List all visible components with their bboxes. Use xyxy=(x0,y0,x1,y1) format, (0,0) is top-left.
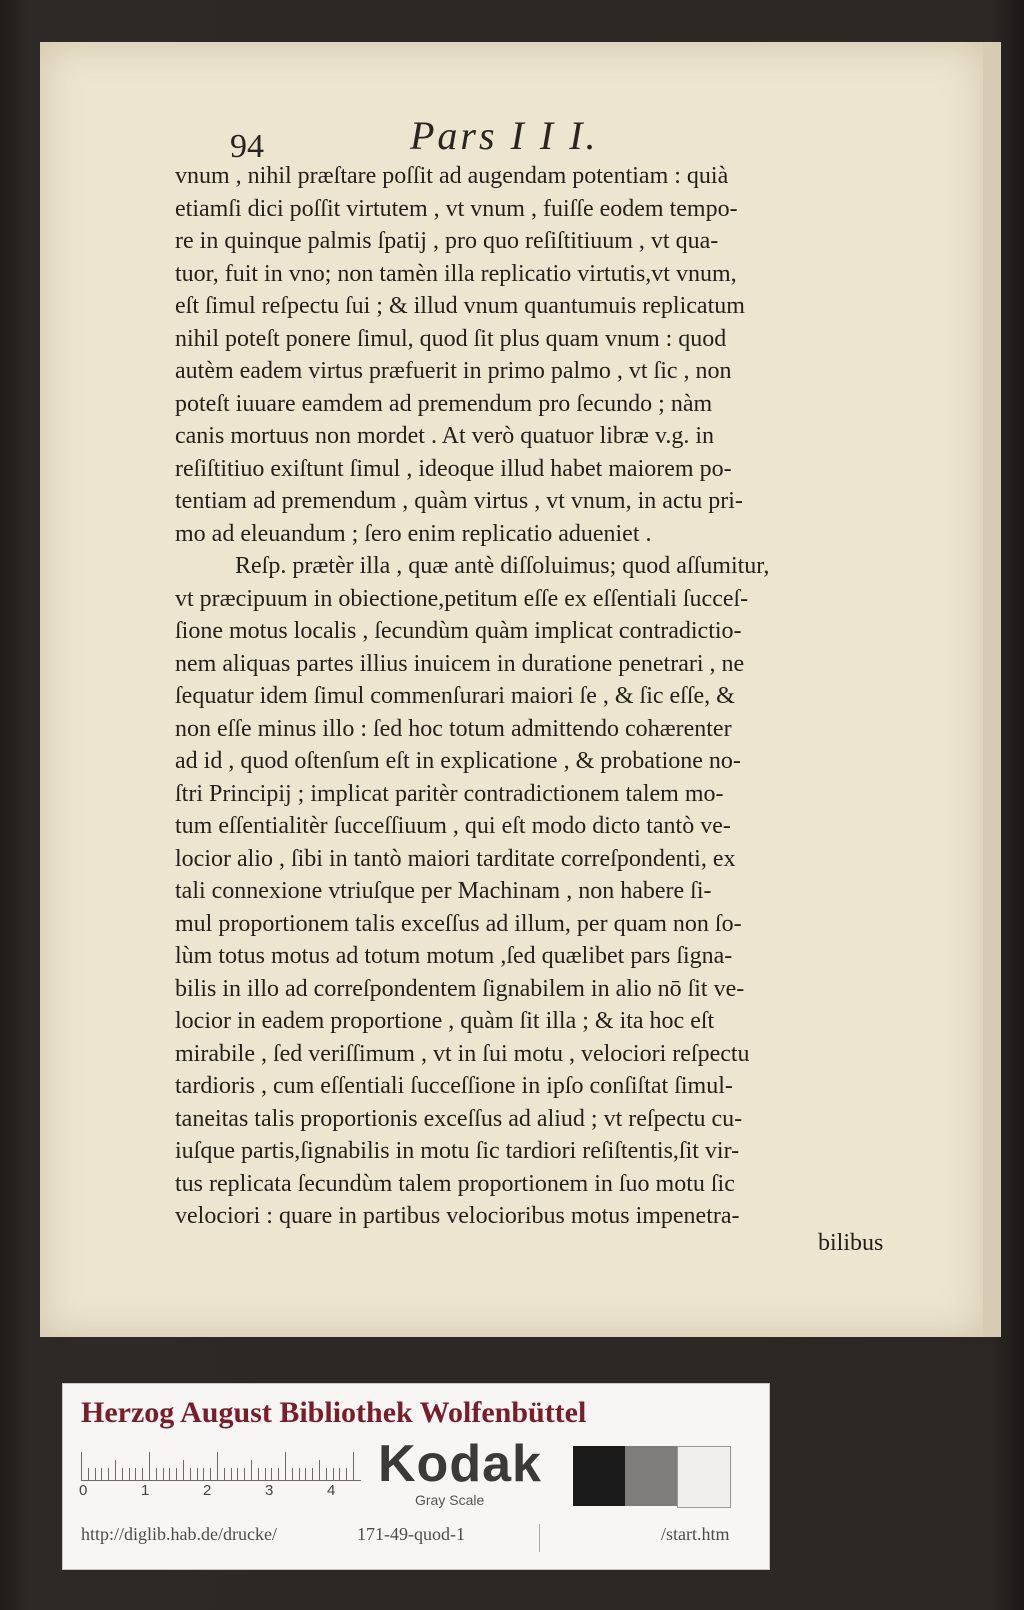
text-line: nihil poteſt ponere ſimul, quod ſit plus quam vnum : quod xyxy=(175,325,727,352)
text-line: tuor, fuit in vno; non tamèn illa replicatio virtutis,vt vnum, xyxy=(175,260,737,287)
ruler-tick xyxy=(326,1468,327,1480)
text-line: vt præcipuum in obiectione,petitum eſſe ex eſſentiali ſucceſ- xyxy=(175,585,749,612)
ruler-tick xyxy=(101,1468,102,1480)
text-line: locior alio , ſibi in tantò maiori tarditate correſpondenti, ex xyxy=(175,845,736,872)
ruler-tick xyxy=(156,1468,157,1480)
black-swatch xyxy=(573,1446,625,1506)
ruler-tick xyxy=(197,1468,198,1480)
ruler-tick xyxy=(81,1452,82,1480)
ruler-tick xyxy=(183,1460,184,1480)
text-line: tus replicata ſecundùm talem proportionem in ſuo motu ſic xyxy=(175,1170,735,1197)
text-line: ſtri Principij ; implicat paritèr contradictionem talem mo- xyxy=(175,780,724,807)
text-line: mul proportionem talis exceſſus ad illum, per quam non ſo- xyxy=(175,910,742,937)
ruler-tick xyxy=(88,1468,89,1480)
library-title: Herzog August Bibliothek Wolfenbüttel xyxy=(81,1396,587,1429)
text-line: taneitas talis proportionis exceſſus ad aliud ; vt reſpectu cu- xyxy=(175,1105,743,1132)
text-line: re in quinque palmis ſpatij , pro quo reſiſtitiuum , vt qua- xyxy=(175,228,719,254)
ruler-tick xyxy=(129,1468,130,1480)
text-line: nem aliquas partes illius inuicem in duratione penetrari , ne xyxy=(175,650,745,677)
ruler-tick xyxy=(231,1468,232,1480)
white-swatch xyxy=(677,1446,731,1508)
ruler-tick xyxy=(312,1468,313,1480)
text-line: tardioris , cum eſſentiali ſucceſſione in ipſo conſiſtat ſimul- xyxy=(175,1073,733,1099)
ruler-labels xyxy=(81,1482,381,1506)
ruler-tick xyxy=(346,1468,347,1480)
text-line: Reſp. prætèr illa , quæ antè diſſoluimus; quod aſſumitur, xyxy=(235,553,770,579)
ruler-tick xyxy=(333,1468,334,1480)
ruler-tick xyxy=(319,1460,320,1480)
ruler-tick xyxy=(217,1452,218,1480)
ruler-tick xyxy=(285,1452,286,1480)
url-id: 171-49-quod-1 xyxy=(357,1524,465,1544)
text-line: tentiam ad premendum , quàm virtus , vt vnum, in actu pri- xyxy=(175,488,743,514)
text-line: eſt ſimul reſpectu ſui ; & illud vnum quantumuis replicatum xyxy=(175,293,745,319)
ruler-tick xyxy=(237,1468,238,1480)
ruler-tick xyxy=(299,1468,300,1480)
ruler-tick xyxy=(244,1468,245,1480)
ruler-tick xyxy=(169,1468,170,1480)
ruler-tick xyxy=(190,1468,191,1480)
ruler-tick xyxy=(122,1468,123,1480)
body-text xyxy=(175,160,960,1233)
text-line: reſiſtitiuo exiſtunt ſimul , ideoque illud habet maiorem po- xyxy=(175,455,732,482)
page-edge xyxy=(983,42,1001,1337)
ruler-label: 4 xyxy=(327,1482,336,1499)
text-line: vnum , nihil præſtare poſſit ad augendam potentiam : quià xyxy=(175,163,729,189)
ruler-tick xyxy=(265,1468,266,1480)
ruler-tick xyxy=(292,1468,293,1480)
text-line: lùm totus motus ad totum motum ,ſed quælibet pars ſigna- xyxy=(175,943,733,969)
text-line: mo ad eleuandum ; ſero enim replicatio adueniet . xyxy=(175,520,652,547)
text-line: ſequatur idem ſimul commenſurari maiori ſe , & ſic eſſe, & xyxy=(175,683,735,709)
url-divider xyxy=(539,1524,540,1552)
ruler-tick xyxy=(115,1460,116,1480)
ruler-tick xyxy=(149,1452,150,1480)
ruler-tick xyxy=(278,1468,279,1480)
text-line: etiamſi dici poſſit virtutem , vt vnum , fuiſſe eodem tempo- xyxy=(175,195,738,222)
ruler-tick xyxy=(271,1468,272,1480)
ruler-tick xyxy=(251,1460,252,1480)
text-line: mirabile , ſed veriſſimum , vt in ſui motu , velociori reſpectu xyxy=(175,1040,750,1067)
running-head: Pars I I I. xyxy=(410,113,599,158)
url-suffix: /start.htm xyxy=(661,1524,730,1544)
url-line xyxy=(81,1524,761,1554)
text-line: ad id , quod oſtenſum eſt in explicatione , & probatione no- xyxy=(175,748,741,774)
text-line: locior in eadem proportione , quàm ſit illa ; & ita hoc eſt xyxy=(175,1008,715,1034)
text-line: tali connexione vtriuſque per Machinam , non habere ſi- xyxy=(175,878,712,904)
page-number: 94 xyxy=(230,128,264,165)
text-line: iuſque partis,ſignabilis in motu ſic tardiori reſiſtentis,ſit vir- xyxy=(175,1138,740,1164)
catchword: bilibus xyxy=(818,1230,884,1256)
ruler-tick xyxy=(224,1468,225,1480)
text-line: velociori : quare in partibus velocioribus motus impenetra- xyxy=(175,1203,740,1229)
ruler-tick xyxy=(203,1468,204,1480)
ruler-tick xyxy=(353,1452,354,1480)
ruler-tick xyxy=(305,1468,306,1480)
ruler-tick xyxy=(135,1468,136,1480)
color-target-card xyxy=(62,1383,770,1570)
ruler-label: 3 xyxy=(265,1482,274,1499)
text-line: bilis in illo ad correſpondentem ſignabilem in alio nō ſit ve- xyxy=(175,975,745,1002)
ruler-tick xyxy=(339,1468,340,1480)
ruler xyxy=(81,1450,361,1481)
ruler-tick xyxy=(108,1468,109,1480)
text-line: tum eſſentialitèr ſucceſſiuum , qui eſt modo dicto tantò ve- xyxy=(175,813,731,839)
text-line: poteſt iuuare eamdem ad premendum pro ſecundo ; nàm xyxy=(175,390,713,417)
kodak-logo: Kodak xyxy=(378,1435,542,1493)
text-line: non eſſe minus illo : ſed hoc totum admittendo cohærenter xyxy=(175,715,732,742)
ruler-tick xyxy=(210,1468,211,1480)
ruler-tick xyxy=(176,1468,177,1480)
gray-swatch xyxy=(625,1446,677,1506)
ruler-tick xyxy=(142,1468,143,1480)
ruler-label: 2 xyxy=(203,1482,212,1499)
text-line: canis mortuus non mordet . At verò quatuor libræ v.g. in xyxy=(175,423,715,449)
ruler-label: 0 xyxy=(79,1482,88,1499)
text-line: ſione motus localis , ſecundùm quàm implicat contradictio- xyxy=(175,618,742,644)
ruler-tick xyxy=(258,1468,259,1480)
gray-scale-label: Gray Scale xyxy=(415,1492,485,1508)
url-base: http://diglib.hab.de/drucke/ xyxy=(81,1524,277,1544)
ruler-label: 1 xyxy=(141,1482,150,1499)
ruler-tick xyxy=(163,1468,164,1480)
ruler-tick xyxy=(95,1468,96,1480)
text-line: autèm eadem virtus præfuerit in primo palmo , vt ſic , non xyxy=(175,358,732,384)
